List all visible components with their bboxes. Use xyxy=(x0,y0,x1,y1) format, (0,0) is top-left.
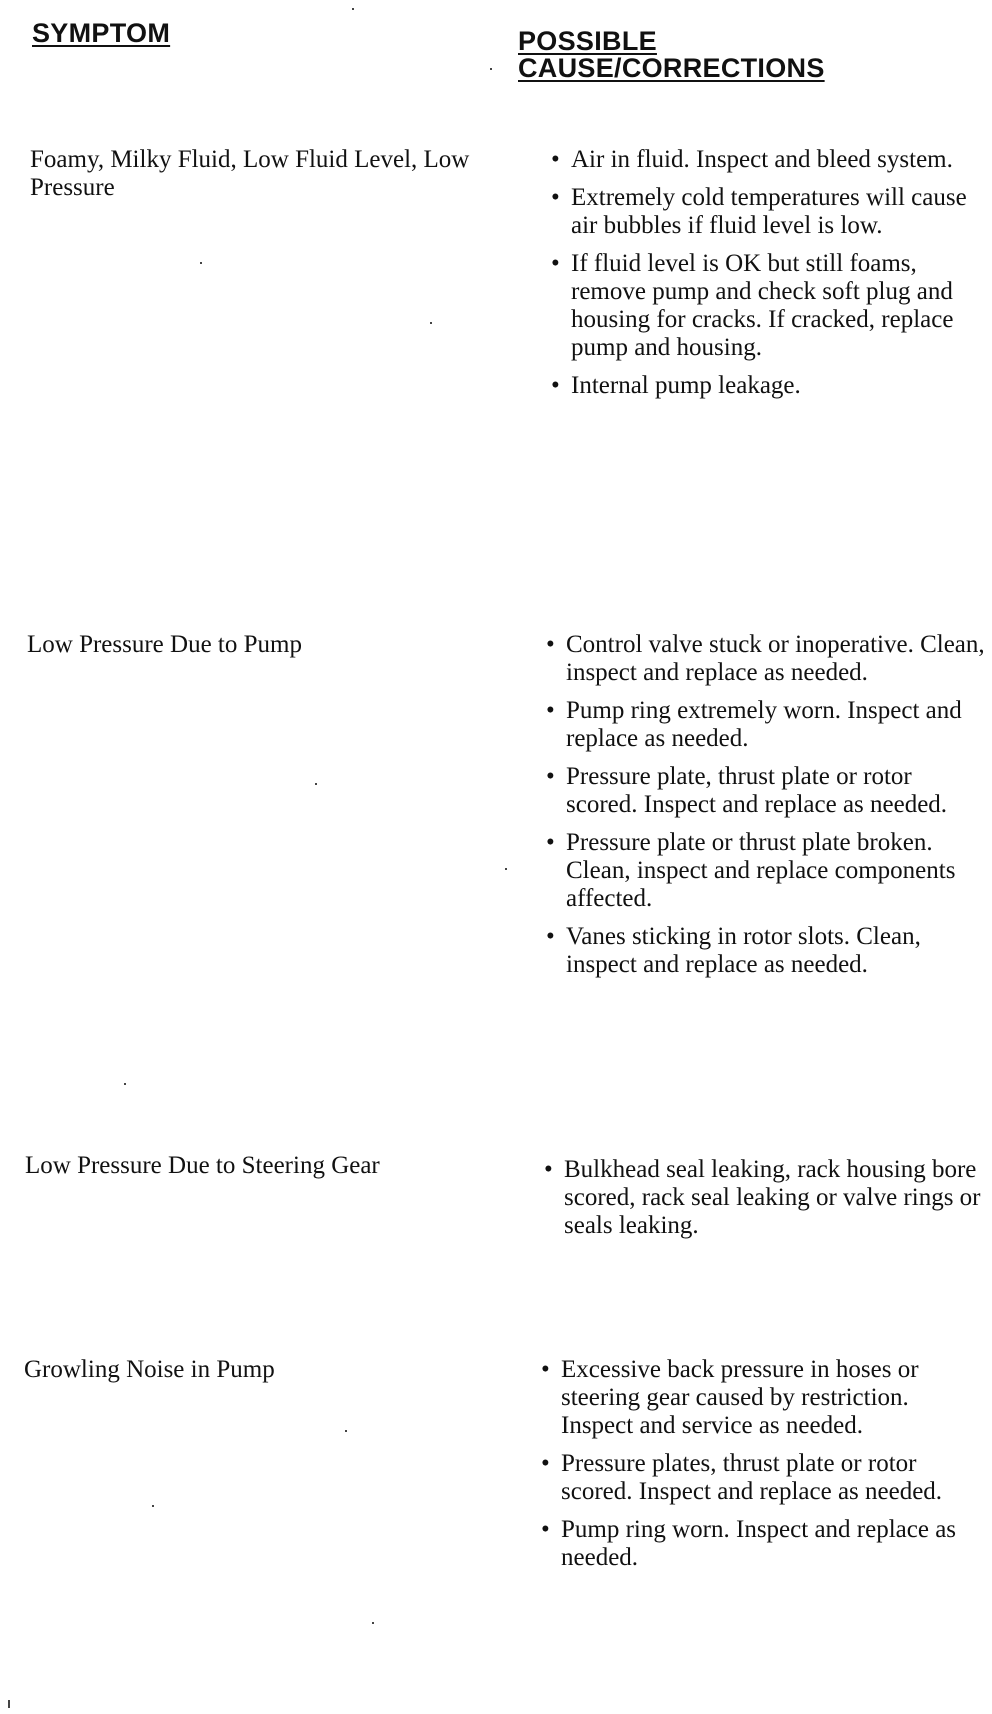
scan-speck xyxy=(152,1505,154,1507)
cause-item: • Pressure plate or thrust plate broken. Clean, inspect and replace components affected. xyxy=(546,829,986,913)
scan-speck xyxy=(345,1430,347,1432)
cause-item: • Pump ring extremely worn. Inspect and replace as needed. xyxy=(546,697,986,753)
scan-speck xyxy=(430,322,432,324)
scan-speck xyxy=(490,68,492,70)
scan-speck xyxy=(200,262,202,264)
scan-speck xyxy=(505,868,507,870)
cause-item: • Pump ring worn. Inspect and replace as needed. xyxy=(541,1516,981,1572)
cause-item: • If fluid level is OK but still foams, remove pump and check soft plug and housing for cracks. If cracked, replace pump and housing. xyxy=(551,250,991,362)
cause-list xyxy=(544,1156,984,1250)
cause-header-line1: POSSIBLE xyxy=(518,26,657,56)
symptom-header-text: SYMPTOM xyxy=(32,18,171,48)
scan-speck xyxy=(315,783,317,785)
symptom-text: Low Pressure Due to Steering Gear xyxy=(25,1152,380,1179)
cause-item: • Excessive back pressure in hoses or steering gear caused by restriction. Inspect and service as needed. xyxy=(541,1356,981,1440)
symptom-text: Low Pressure Due to Pump xyxy=(27,631,302,658)
cause-list xyxy=(551,146,991,410)
cause-column-header xyxy=(518,28,825,82)
symptom-column-header xyxy=(32,20,170,47)
cause-item: • Pressure plate, thrust plate or rotor scored. Inspect and replace as needed. xyxy=(546,763,986,819)
cause-item: • Internal pump leakage. xyxy=(551,372,991,400)
symptom-text: Growling Noise in Pump xyxy=(24,1356,275,1383)
cause-item: • Vanes sticking in rotor slots. Clean, inspect and replace as needed. xyxy=(546,923,986,979)
cause-item: • Air in fluid. Inspect and bleed system. xyxy=(551,146,991,174)
scan-speck xyxy=(372,1622,374,1624)
symptom-text: Foamy, Milky Fluid, Low Fluid Level, Low Pressure xyxy=(30,146,470,201)
cause-list xyxy=(546,631,986,989)
cause-item: • Pressure plates, thrust plate or rotor scored. Inspect and replace as needed. xyxy=(541,1450,981,1506)
cause-item: • Control valve stuck or inoperative. Clean, inspect and replace as needed. xyxy=(546,631,986,687)
cause-list xyxy=(541,1356,981,1582)
scan-speck xyxy=(352,8,354,10)
cause-item: • Bulkhead seal leaking, rack housing bore scored, rack seal leaking or valve rings or seals leaking. xyxy=(544,1156,984,1240)
scan-speck xyxy=(124,1083,126,1085)
scan-speck xyxy=(8,1700,10,1708)
cause-item: • Extremely cold temperatures will cause air bubbles if fluid level is low. xyxy=(551,184,991,240)
cause-header-line2: CAUSE/CORRECTIONS xyxy=(518,53,825,83)
